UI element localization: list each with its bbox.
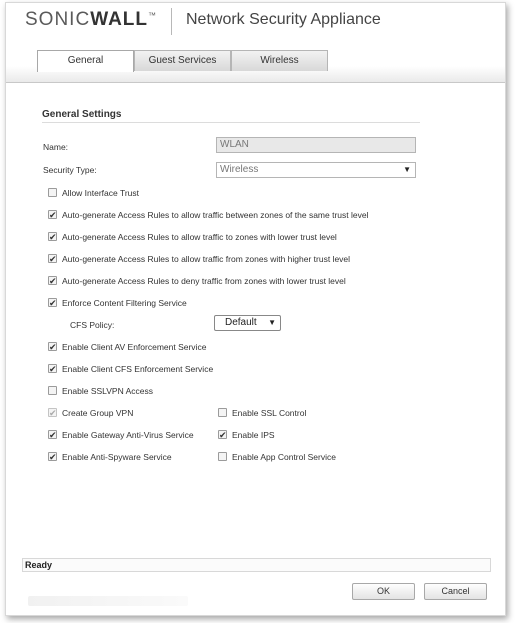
tab-bar (6, 47, 505, 83)
anti-spyware-label: Enable Anti-Spyware Service (62, 452, 172, 462)
cfs-policy-value: Default (225, 317, 257, 328)
app-control-label: Enable App Control Service (232, 452, 336, 462)
allow-interface-trust-label: Allow Interface Trust (62, 188, 140, 198)
sonicwall-logo (25, 9, 157, 31)
client-cfs-label: Enable Client CFS Enforcement Service (62, 364, 214, 374)
anti-spyware-checkbox[interactable]: ✔ (49, 452, 57, 462)
enforce-cfs-label: Enforce Content Filtering Service (62, 298, 187, 308)
dialog-window (5, 2, 506, 616)
chevron-down-icon: ▼ (403, 165, 411, 174)
header-divider (171, 8, 172, 35)
ssl-control-checkbox[interactable] (218, 408, 227, 417)
auto-same-trust-label: Auto-generate Access Rules to allow traffic between zones of the same trust level (62, 210, 369, 220)
ips-checkbox[interactable]: ✔ (219, 430, 227, 440)
chevron-down-icon: ▼ (268, 318, 276, 327)
status-text: Ready (25, 560, 53, 570)
sslvpn-checkbox[interactable] (48, 386, 57, 395)
gateway-av-checkbox[interactable]: ✔ (49, 430, 57, 440)
auto-lower-trust-label: Auto-generate Access Rules to allow traffic to zones with lower trust level (62, 232, 337, 242)
logo-bold-text: WALL (90, 9, 149, 30)
tab-guest-services[interactable]: Guest Services (134, 50, 231, 71)
auto-same-trust-checkbox[interactable]: ✔ (49, 210, 57, 220)
tab-general[interactable]: General (37, 50, 134, 72)
security-type-label: Security Type: (43, 165, 97, 175)
group-vpn-label: Create Group VPN (62, 408, 134, 418)
cfs-policy-label: CFS Policy: (70, 320, 115, 330)
cfs-policy-select[interactable] (214, 315, 281, 331)
auto-deny-lower-label: Auto-generate Access Rules to deny traffic from zones with lower trust level (62, 276, 346, 286)
app-control-checkbox[interactable] (218, 452, 227, 461)
auto-lower-trust-checkbox[interactable]: ✔ (49, 232, 57, 242)
cancel-button[interactable]: Cancel (424, 583, 487, 600)
header (6, 3, 505, 39)
security-type-select[interactable] (216, 162, 416, 178)
allow-interface-trust-checkbox[interactable] (48, 188, 57, 197)
security-type-value: Wireless (220, 164, 259, 175)
section-divider (42, 122, 420, 123)
section-title: General Settings (42, 109, 122, 120)
ips-label: Enable IPS (232, 430, 275, 440)
auto-deny-lower-checkbox[interactable]: ✔ (49, 276, 57, 286)
group-vpn-checkbox[interactable]: ✔ (49, 408, 57, 418)
client-av-label: Enable Client AV Enforcement Service (62, 342, 207, 352)
logo-tm: ™ (148, 11, 158, 20)
tab-wireless[interactable]: Wireless (231, 50, 328, 71)
status-bar (22, 558, 491, 572)
ok-button[interactable]: OK (352, 583, 415, 600)
client-av-checkbox[interactable]: ✔ (49, 342, 57, 352)
logo-light-text: SONIC (25, 9, 91, 30)
client-cfs-checkbox[interactable]: ✔ (49, 364, 57, 374)
name-label: Name: (43, 142, 69, 152)
auto-higher-trust-label: Auto-generate Access Rules to allow traffic from zones with higher trust level (62, 254, 351, 264)
footer-faint-bar (28, 596, 188, 606)
sslvpn-label: Enable SSLVPN Access (62, 386, 154, 396)
gateway-av-label: Enable Gateway Anti-Virus Service (62, 430, 194, 440)
name-field-value: WLAN (220, 139, 249, 150)
enforce-cfs-checkbox[interactable]: ✔ (49, 298, 57, 308)
header-title: Network Security Appliance (186, 11, 381, 28)
name-field[interactable] (216, 137, 416, 153)
auto-higher-trust-checkbox[interactable]: ✔ (49, 254, 57, 264)
ssl-control-label: Enable SSL Control (232, 408, 307, 418)
